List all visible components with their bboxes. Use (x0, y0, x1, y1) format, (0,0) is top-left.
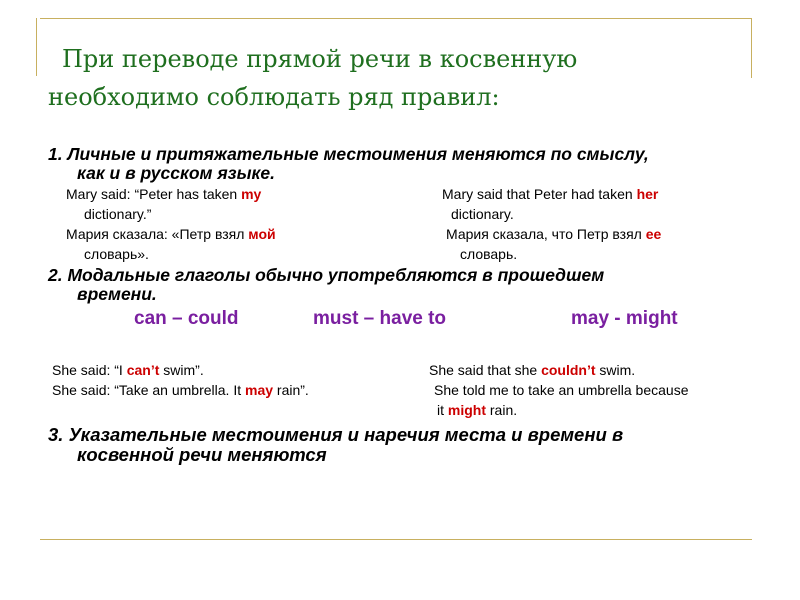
rule-1-line-2: как и в русском языке. (77, 163, 275, 183)
example-text: Mary said that Peter had taken (442, 186, 637, 202)
example-text: словарь. (460, 246, 518, 262)
highlight-word: may (245, 382, 274, 398)
rule-3-line-1: 3. Указательные местоимения и наречия места и времени в (48, 424, 624, 445)
rule-2 (48, 266, 604, 304)
example-2-direct (66, 224, 276, 264)
example-4-direct (52, 380, 309, 400)
rule-1 (48, 145, 649, 183)
example-text: She told me to take an umbrella because (434, 382, 689, 398)
example-text: it (437, 402, 448, 418)
example-text: Мария сказала, что Петр взял (446, 226, 646, 242)
slide-title (48, 40, 748, 116)
example-text: словарь». (84, 246, 149, 262)
rule-1-line-1: 1. Личные и притяжательные местоимения меняются по смыслу, (48, 144, 649, 164)
example-text: She said that she (429, 362, 542, 378)
example-text: dictionary.” (84, 206, 152, 222)
rule-3-line-2: косвенной речи меняются (77, 444, 327, 465)
example-text: swim”. (159, 362, 204, 378)
title-line-2: необходимо соблюдать ряд правил: (48, 83, 500, 111)
rule-2-line-1: 2. Модальные глаголы обычно употребляются в прошедшем (48, 265, 605, 285)
title-line-1: При переводе прямой речи в косвенную (62, 45, 578, 73)
highlight-word: can’t (126, 362, 160, 378)
highlight-word: my (241, 186, 262, 202)
example-3-direct (52, 360, 204, 380)
example-text: rain”. (273, 382, 309, 398)
top-decor-line (40, 18, 752, 19)
rule-2-line-2: времени. (77, 284, 157, 304)
example-3-indirect (429, 360, 635, 380)
example-text: swim. (595, 362, 636, 378)
example-text: dictionary. (451, 206, 514, 222)
highlight-word: couldn’t (541, 362, 596, 378)
rule-3 (48, 425, 623, 465)
bottom-decor-line (40, 539, 752, 540)
modal-pair-must-have-to: must – have to (313, 308, 447, 329)
example-text: Mary said: “Peter has taken (66, 186, 242, 202)
example-text: rain. (486, 402, 518, 418)
modal-pair-may-might: may - might (571, 308, 678, 329)
example-text: She said: “I (52, 362, 127, 378)
highlight-word: might (447, 402, 486, 418)
modal-pair-can-could: can – could (134, 308, 239, 329)
example-text: Мария сказала: «Петр взял (66, 226, 249, 242)
example-1-indirect (442, 184, 658, 224)
right-decor-line (751, 18, 752, 78)
example-text: She said: “Take an umbrella. It (52, 382, 245, 398)
highlight-word: мой (248, 226, 276, 242)
example-2-indirect (446, 224, 661, 264)
example-4-indirect (434, 380, 689, 420)
example-1-direct (66, 184, 261, 224)
highlight-word: ее (645, 226, 662, 242)
highlight-word: her (636, 186, 659, 202)
left-decor-line (36, 18, 37, 76)
